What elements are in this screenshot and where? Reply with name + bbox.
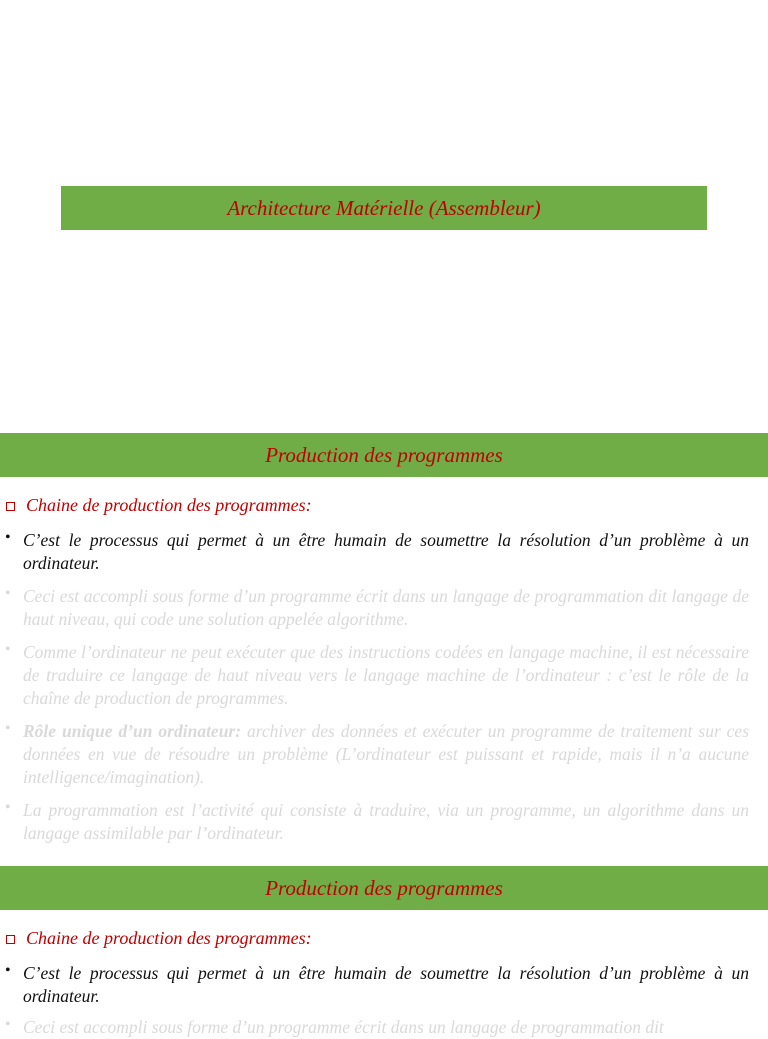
slide-1-bullet-3-text: Comme l’ordinateur ne peut exécuter que des instructions codées en langage machine, il est nécessaire de traduire ce langage de haut niveau vers le langage machine de l’ordinateur : c’est le rôle de la chaîne de production de programmes. (23, 642, 749, 708)
cover-title-bar (61, 186, 707, 230)
slide-1-subheading (6, 495, 312, 516)
square-bullet-icon (6, 502, 15, 511)
slide-1-bullet-4-text (23, 720, 749, 789)
slide-2-header-title: Production des programmes (265, 875, 503, 900)
bullet-dot: • (5, 720, 11, 737)
bullet-dot: • (5, 1016, 11, 1033)
slide-2 (0, 866, 768, 1037)
slide-1-bullet-1-text: C’est le processus qui permet à un être humain de soumettre la résolution d’un problème à un ordinateur. (23, 530, 749, 573)
slide-1-header (0, 433, 768, 477)
slide-2-bullet-1-text: C’est le processus qui permet à un être humain de soumettre la résolution d’un problème à un ordinateur. (23, 963, 749, 1006)
bullet-dot: • (5, 799, 11, 816)
slide-2-bullet-2-text: Ceci est accompli sous forme d’un programme écrit dans un langage de programmation dit (23, 1017, 664, 1037)
slide-1 (0, 433, 768, 863)
slide-1-bullet-2-text: Ceci est accompli sous forme d’un programme écrit dans un langage de programmation dit langage de haut niveau, qui code une solution appelée algorithme. (23, 586, 749, 629)
bullet-dot: • (5, 529, 11, 546)
slide-1-subheading-text: Chaine de production des programmes: (26, 495, 312, 515)
bullet-dot: • (5, 585, 11, 602)
bullet-dot: • (5, 641, 11, 658)
square-bullet-icon (6, 935, 15, 944)
slide-2-subheading-text: Chaine de production des programmes: (26, 928, 312, 948)
bullet-dot: • (5, 962, 11, 979)
slide-1-header-title: Production des programmes (265, 442, 503, 467)
slide-1-bullet-4-rest: archiver des données et exécuter un programme de traitement sur ces données en vue de résoudre un problème (L’ordinateur est puissant et rapide, mais il n’a aucune intelligence/imagination). (23, 721, 750, 787)
slide-2-subheading (6, 928, 312, 949)
slide-2-header (0, 866, 768, 910)
slide-1-bullet-4-bold: Rôle unique d’un ordinateur: (23, 721, 242, 741)
slide-1-bullet-5-text: La programmation est l’activité qui consiste à traduire, via un programme, un algorithme dans un langage assimilable par l’ordinateur. (23, 800, 749, 843)
cover-title: Architecture Matérielle (Assembleur) (227, 195, 541, 220)
